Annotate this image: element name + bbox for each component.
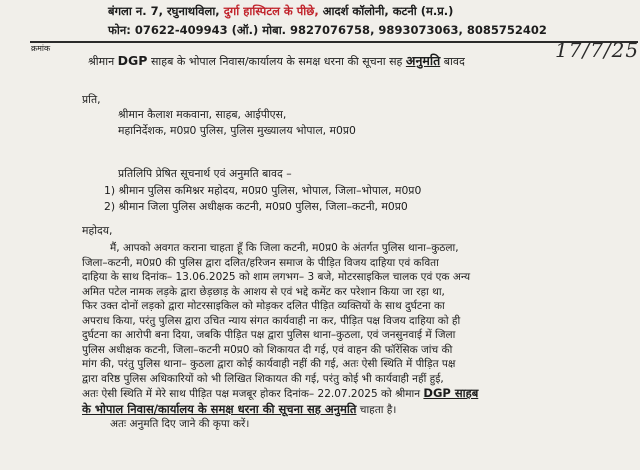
subject-part: साहब के भोपाल निवास/कार्यालय के समक्ष धरना की सूचना सह: [150, 55, 403, 68]
body-line: अपराध किया, परंतु पुलिस द्वारा उचित न्याय संगत कार्यवाही ना कर, पीड़ित पक्ष विजय दाहिया को ही: [82, 314, 461, 327]
body-line: जिला–कटनी, म0प्र0 की पुलिस द्वारा दलित/हरिजन समाज के पीड़ित विजय दाहिया एवं कविता: [82, 256, 439, 269]
recipient-name: श्रीमान कैलाश मकवाना, साहब, आईपीएस,: [118, 108, 287, 121]
address-part: बंगला न. 7, रघुनाथविला,: [108, 4, 220, 18]
closing-line: [82, 386, 634, 402]
body-line: अमित पटेल नामक लड़के द्वारा छेड़छाड़ के आशय से एवं भद्दे कमेंट कर परेशान किया जा रहा था,: [82, 285, 445, 298]
body-line: मैं, आपको अवगत कराना चाहता हूँ कि जिला कटनी, म0प्र0 के अंतर्गत पुलिस थाना–कुठला,: [110, 242, 459, 254]
salutation: महोदय,: [82, 224, 113, 237]
recipient-designation: महानिर्देशक, म0प्र0 पुलिस, पुलिस मुख्यालय भोपाल, म0प्र0: [118, 124, 356, 137]
closing-text: चाहता है।: [359, 403, 397, 416]
header-divider: [30, 41, 638, 43]
reference-label: क्रमांक: [31, 44, 51, 53]
letter-body: [82, 241, 634, 432]
body-line: मांग की, परंतु पुलिस थाना– कुठला द्वारा कोई कार्यवाही नहीं की गई, अतः ऐसी स्थिति में पीड़ित पक्ष: [82, 358, 456, 370]
final-request: अतः अनुमति दिए जाने की कृपा करें।: [110, 418, 250, 430]
subject-dgp: DGP: [117, 53, 148, 68]
closing-text: अतः ऐसी स्थिति में मेरे साथ पीड़ित पक्ष मजबूर होकर दिनांक– 22.07.2025 को श्रीमान: [82, 388, 421, 400]
subject-line: [88, 52, 465, 69]
address-part: आदर्श कॉलोनी, कटनी (म.प्र.): [322, 4, 454, 18]
body-line: दुर्घटना का आरोपी बना दिया, जबकि पीड़ित पक्ष द्वारा पुलिस थाना–कुठला, एवं जनसुनवाई में जिला: [82, 329, 456, 341]
closing-dgp: DGP साहब: [423, 386, 479, 400]
subject-part: बावद: [443, 55, 465, 68]
body-line: पुलिस अधीक्षक कटनी, जिला–कटनी म0प्र0 को शिकायत दी गई, एवं वाहन की फॉरेंसिक जांच की: [82, 343, 453, 356]
handwritten-date: 17/7/25: [555, 38, 640, 62]
letterhead-address: [108, 4, 548, 19]
body-line: द्वारा वरिष्ठ पुलिस अधिकारियों को भी लिखित शिकायत की गई, परंतु कोई भी कार्यवाही नहीं हुई,: [82, 372, 444, 385]
copy-item: 1) श्रीमान पुलिस कमिश्नर महोदय, म0प्र0 पुलिस, भोपाल, जिला–भोपाल, म0प्र0: [104, 184, 422, 197]
body-line: फिर उक्त दोनों लड़को द्वारा मोटरसाइकिल को मोड़कर दलित पीड़ित व्यक्तियों के साथ दुर्घटना का: [82, 300, 445, 312]
letterhead-phone: फोन: 07622-409943 (ऑ.) मोबा. 9827076758, 9893073063, 8085752402: [108, 23, 547, 37]
closing-notice: के भोपाल निवास/कार्यालय के समक्ष धरना की सूचना सह अनुमति: [82, 401, 357, 416]
recipient-label: प्रति,: [82, 93, 101, 106]
subject-permission: अनुमति: [405, 53, 441, 68]
body-line: दाहिया के साथ दिनांक– 13.06.2025 को शाम लगभग– 3 बजे, मोटरसाइकिल चालक एवं एक अन्य: [82, 271, 471, 283]
closing-line-2: [82, 402, 634, 418]
copy-heading: प्रतिलिपि प्रेषित सूचनार्थ एवं अनुमति बावद –: [118, 167, 292, 180]
subject-part: श्रीमान: [88, 55, 115, 68]
address-landmark: दुर्गा हास्पिटल के पीछे,: [223, 4, 319, 18]
copy-item: 2) श्रीमान जिला पुलिस अधीक्षक कटनी, म0प्र0 पुलिस, जिला–कटनी, म0प्र0: [104, 200, 408, 213]
